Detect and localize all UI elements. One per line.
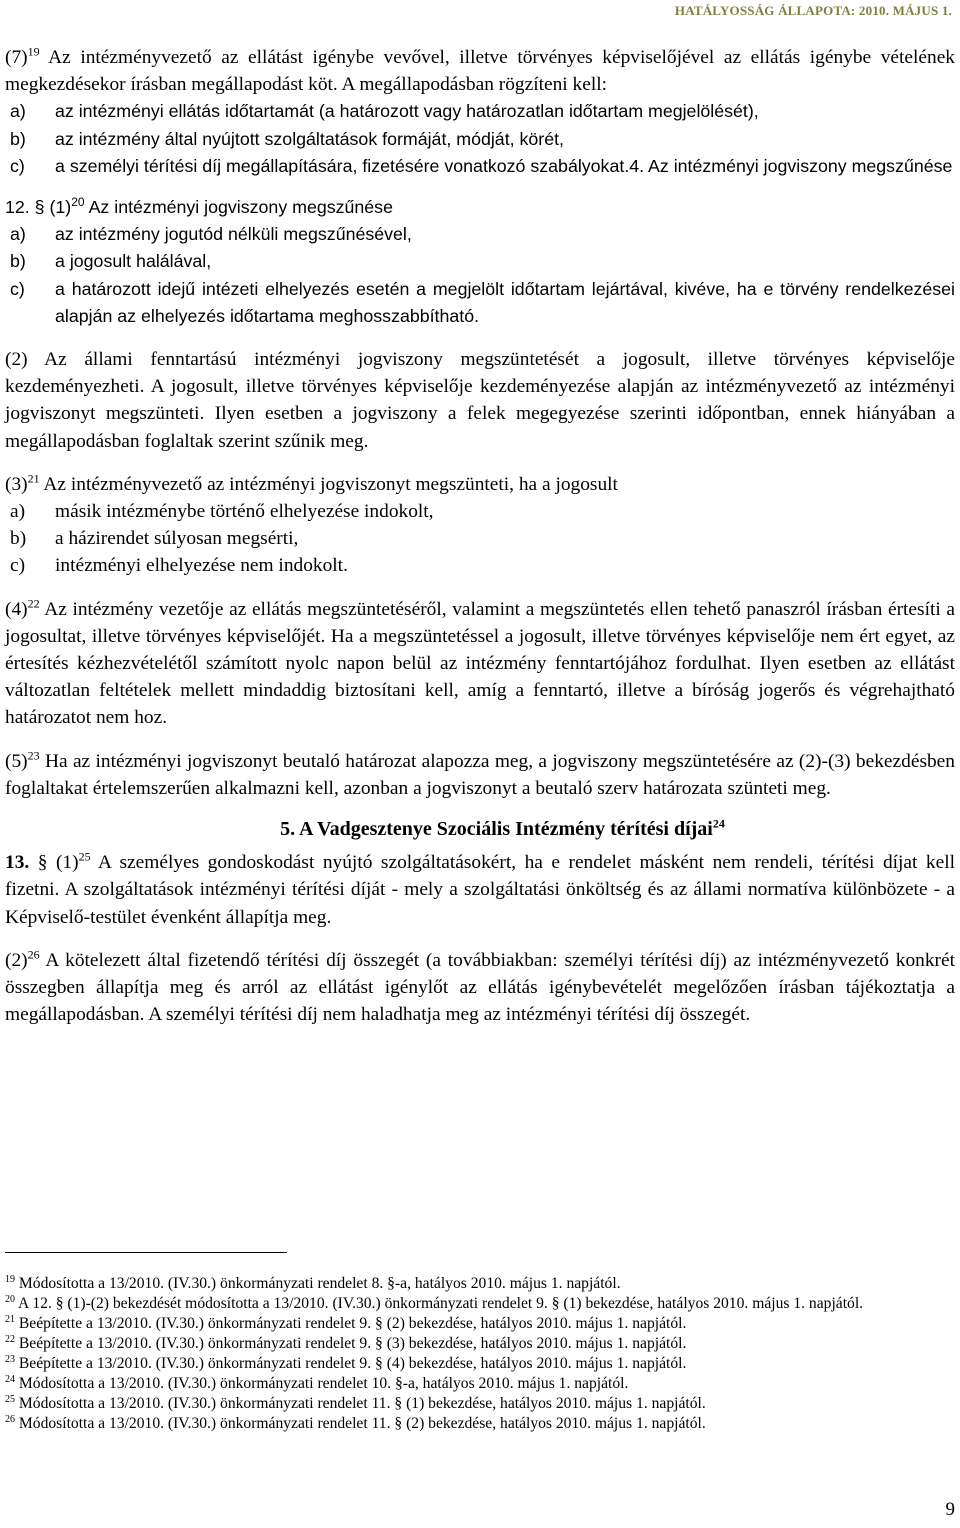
- footnote: $^{25}$ Módosította a 13/2010. (IV.30.) önkormányzati rendelet 11. § (1) bekezdése, hatályos 2010. május 1. napjától.: [5, 1393, 706, 1412]
- footnote-ref[interactable]: 20: [71, 195, 85, 210]
- footnote-ref[interactable]: 24: [712, 816, 725, 831]
- paragraph-13-1: 13. § $(1)^{25}$ A személyes gondoskodást nyújtó szolgáltatásokért, ha e rendelet másként nem rendeli, térítési díjat kell fizetni. A szolgáltatások intézményi térítési díját - mely a szolgáltatási önköltség és az állami normatíva különbözete - a Képviselő-testület évenként állapítja meg.: [5, 849, 955, 928]
- footnote-ref[interactable]: 22: [27, 596, 40, 611]
- document-body: [5, 44, 955, 1029]
- footnote: $^{21}$ Beépítette a 13/2010. (IV.30.) önkormányzati rendelet 9. § (2) bekezdése, hatályos 2010. május 1. napjától.: [5, 1313, 687, 1332]
- paragraph-7: [5, 44, 955, 98]
- footnote: $^{20}$ A 12. § (1)-(2) bekezdését módosította a 13/2010. (IV.30.) önkormányzati rendelet 9. § (1) bekezdése, hatályos 2010. május 1. napjától.: [5, 1293, 864, 1312]
- footnote: $^{22}$ Beépítette a 13/2010. (IV.30.) önkormányzati rendelet 9. § (3) bekezdése, hatályos 2010. május 1. napjától.: [5, 1333, 687, 1352]
- list-item: b) az intézmény által nyújtott szolgáltatások formáját, módját, körét,: [10, 128, 564, 149]
- list-item: c) intézményi elhelyezése nem indokolt.: [10, 555, 348, 577]
- section-12: [5, 194, 955, 330]
- paragraph-13-2: $(2)^{26}$ A kötelezett által fizetendő térítési díj összegét (a továbbiakban: személyi térítési díj) az intézményvezető konkrét összegben állapítja meg és arról az ellátást igénylőt az ellátás igénybevételét megelőzően írásban tájékoztatja a megállapodásban. A személyi térítési díj nem haladhatja meg az intézményi térítési díj összegét.: [5, 947, 956, 1026]
- list-item: b) a jogosult halálával,: [10, 251, 212, 272]
- agreement-list: [5, 98, 955, 180]
- list-item: a) az intézmény jogutód nélküli megszűnésével,: [10, 224, 412, 245]
- page-number: 9: [945, 1499, 955, 1520]
- footnote: $^{24}$ Módosította a 13/2010. (IV.30.) önkormányzati rendelet 10. §-a, hatályos 2010. május 1. napjától.: [5, 1373, 629, 1392]
- footnote-ref[interactable]: 19: [27, 44, 40, 59]
- list-item: c) a személyi térítési díj megállapítására, fizetésére vonatkozó szabályokat.4. Az intézményi jogviszony megszűnése: [10, 155, 953, 176]
- footnote-ref[interactable]: 26: [27, 947, 40, 962]
- footnote-divider: [5, 1252, 287, 1253]
- list-item: c) a határozott idejű intézeti elhelyezés esetén a megjelölt időtartam lejártával, kivéve, ha e törvény rendelkezései alapján az elhelyezés időtartama meghosszabbítható.: [10, 278, 955, 326]
- termination-list: [5, 498, 955, 580]
- footnote: $^{19}$ Módosította a 13/2010. (IV.30.) önkormányzati rendelet 8. §-a, hatályos 2010. május 1. napjától.: [5, 1273, 621, 1292]
- paragraph-text: Az intézményvezető az ellátást igénybe vevővel, illetve törvényes képviselőjével az ellátás igénybe vételének megkezdésekor írásban megállapodást köt. A megállapodásban rögzíteni kell:: [5, 47, 955, 96]
- list-item: a) az intézményi ellátás időtartamát (a határozott vagy határozatlan időtartam megjelölését),: [10, 101, 759, 122]
- section-12-title: 12. § $(1)^{20}$ Az intézményi jogviszony megszűnése: [5, 195, 393, 218]
- paragraph-number: (7): [5, 47, 28, 68]
- footnotes: [5, 1274, 955, 1434]
- list-item: a) másik intézménybe történő elhelyezése indokolt,: [10, 501, 434, 523]
- paragraph-12-5: $(5)^{23}$ Ha az intézményi jogviszonyt beutaló határozat alapozza meg, a jogviszony megszüntetésére az (2)-(3) bekezdésben foglaltakat értelemszerűen alkalmazni kell, azonban a jogviszonyt a beutaló szerv határozata szünteti meg.: [5, 748, 955, 799]
- footnote: $^{26}$ Módosította a 13/2010. (IV.30.) önkormányzati rendelet 11. § (2) bekezdése, hatályos 2010. május 1. napjától.: [5, 1413, 706, 1432]
- footnote: $^{23}$ Beépítette a 13/2010. (IV.30.) önkormányzati rendelet 9. § (4) bekezdése, hatályos 2010. május 1. napjától.: [5, 1353, 687, 1372]
- footnote-ref[interactable]: 21: [27, 471, 40, 486]
- effective-date-header: HATÁLYOSSÁG ÁLLAPOTA: 2010. MÁJUS 1.: [674, 3, 952, 18]
- paragraph-12-3: $(3)^{21}$ Az intézményvezető az intézményi jogviszonyt megszünteti, ha a jogosult: [5, 471, 618, 495]
- footnote-ref[interactable]: 23: [27, 748, 40, 763]
- paragraph-12-2: (2) Az állami fenntartású intézményi jogviszony megszüntetését a jogosult, illetve törvényes képviselője kezdeményezheti. A jogosult, illetve törvényes képviselője kezdeményezése alapján az intézményvezető az intézményi jogviszonyt megszünteti. Ilyen esetben a jogviszony a felek megegyezése szerinti időpontban, ennek hiányában a megállapodásban foglaltak szerint szűnik meg.: [5, 349, 955, 452]
- footnote-ref[interactable]: 25: [78, 849, 91, 864]
- list-item: b) a házirendet súlyosan megsérti,: [10, 528, 299, 550]
- paragraph-12-4: $(4)^{22}$ Az intézmény vezetője az ellátás megszüntetéséről, valamint a megszüntetés ellen tehető panaszról írásban értesíti a jogosultat, illetve törvényes képviselőjét. Ha a megszüntetéssel a jogosult, illetve törvényes képviselője nem ért egyet, az értesítés kézhezvételétől számított nyolc napon belül az intézmény fenntartójához fordulhat. Ilyen esetben az ellátást változatlan feltételek mellett mindaddig biztosítani kell, amíg a fenntartó, illetve a bíróság jogerős és végrehajtható határozatot nem hoz.: [5, 596, 955, 729]
- section-5-heading: 5. A Vadgesztenye Szociális Intézmény térítési díjai$^{24}$: [280, 816, 725, 841]
